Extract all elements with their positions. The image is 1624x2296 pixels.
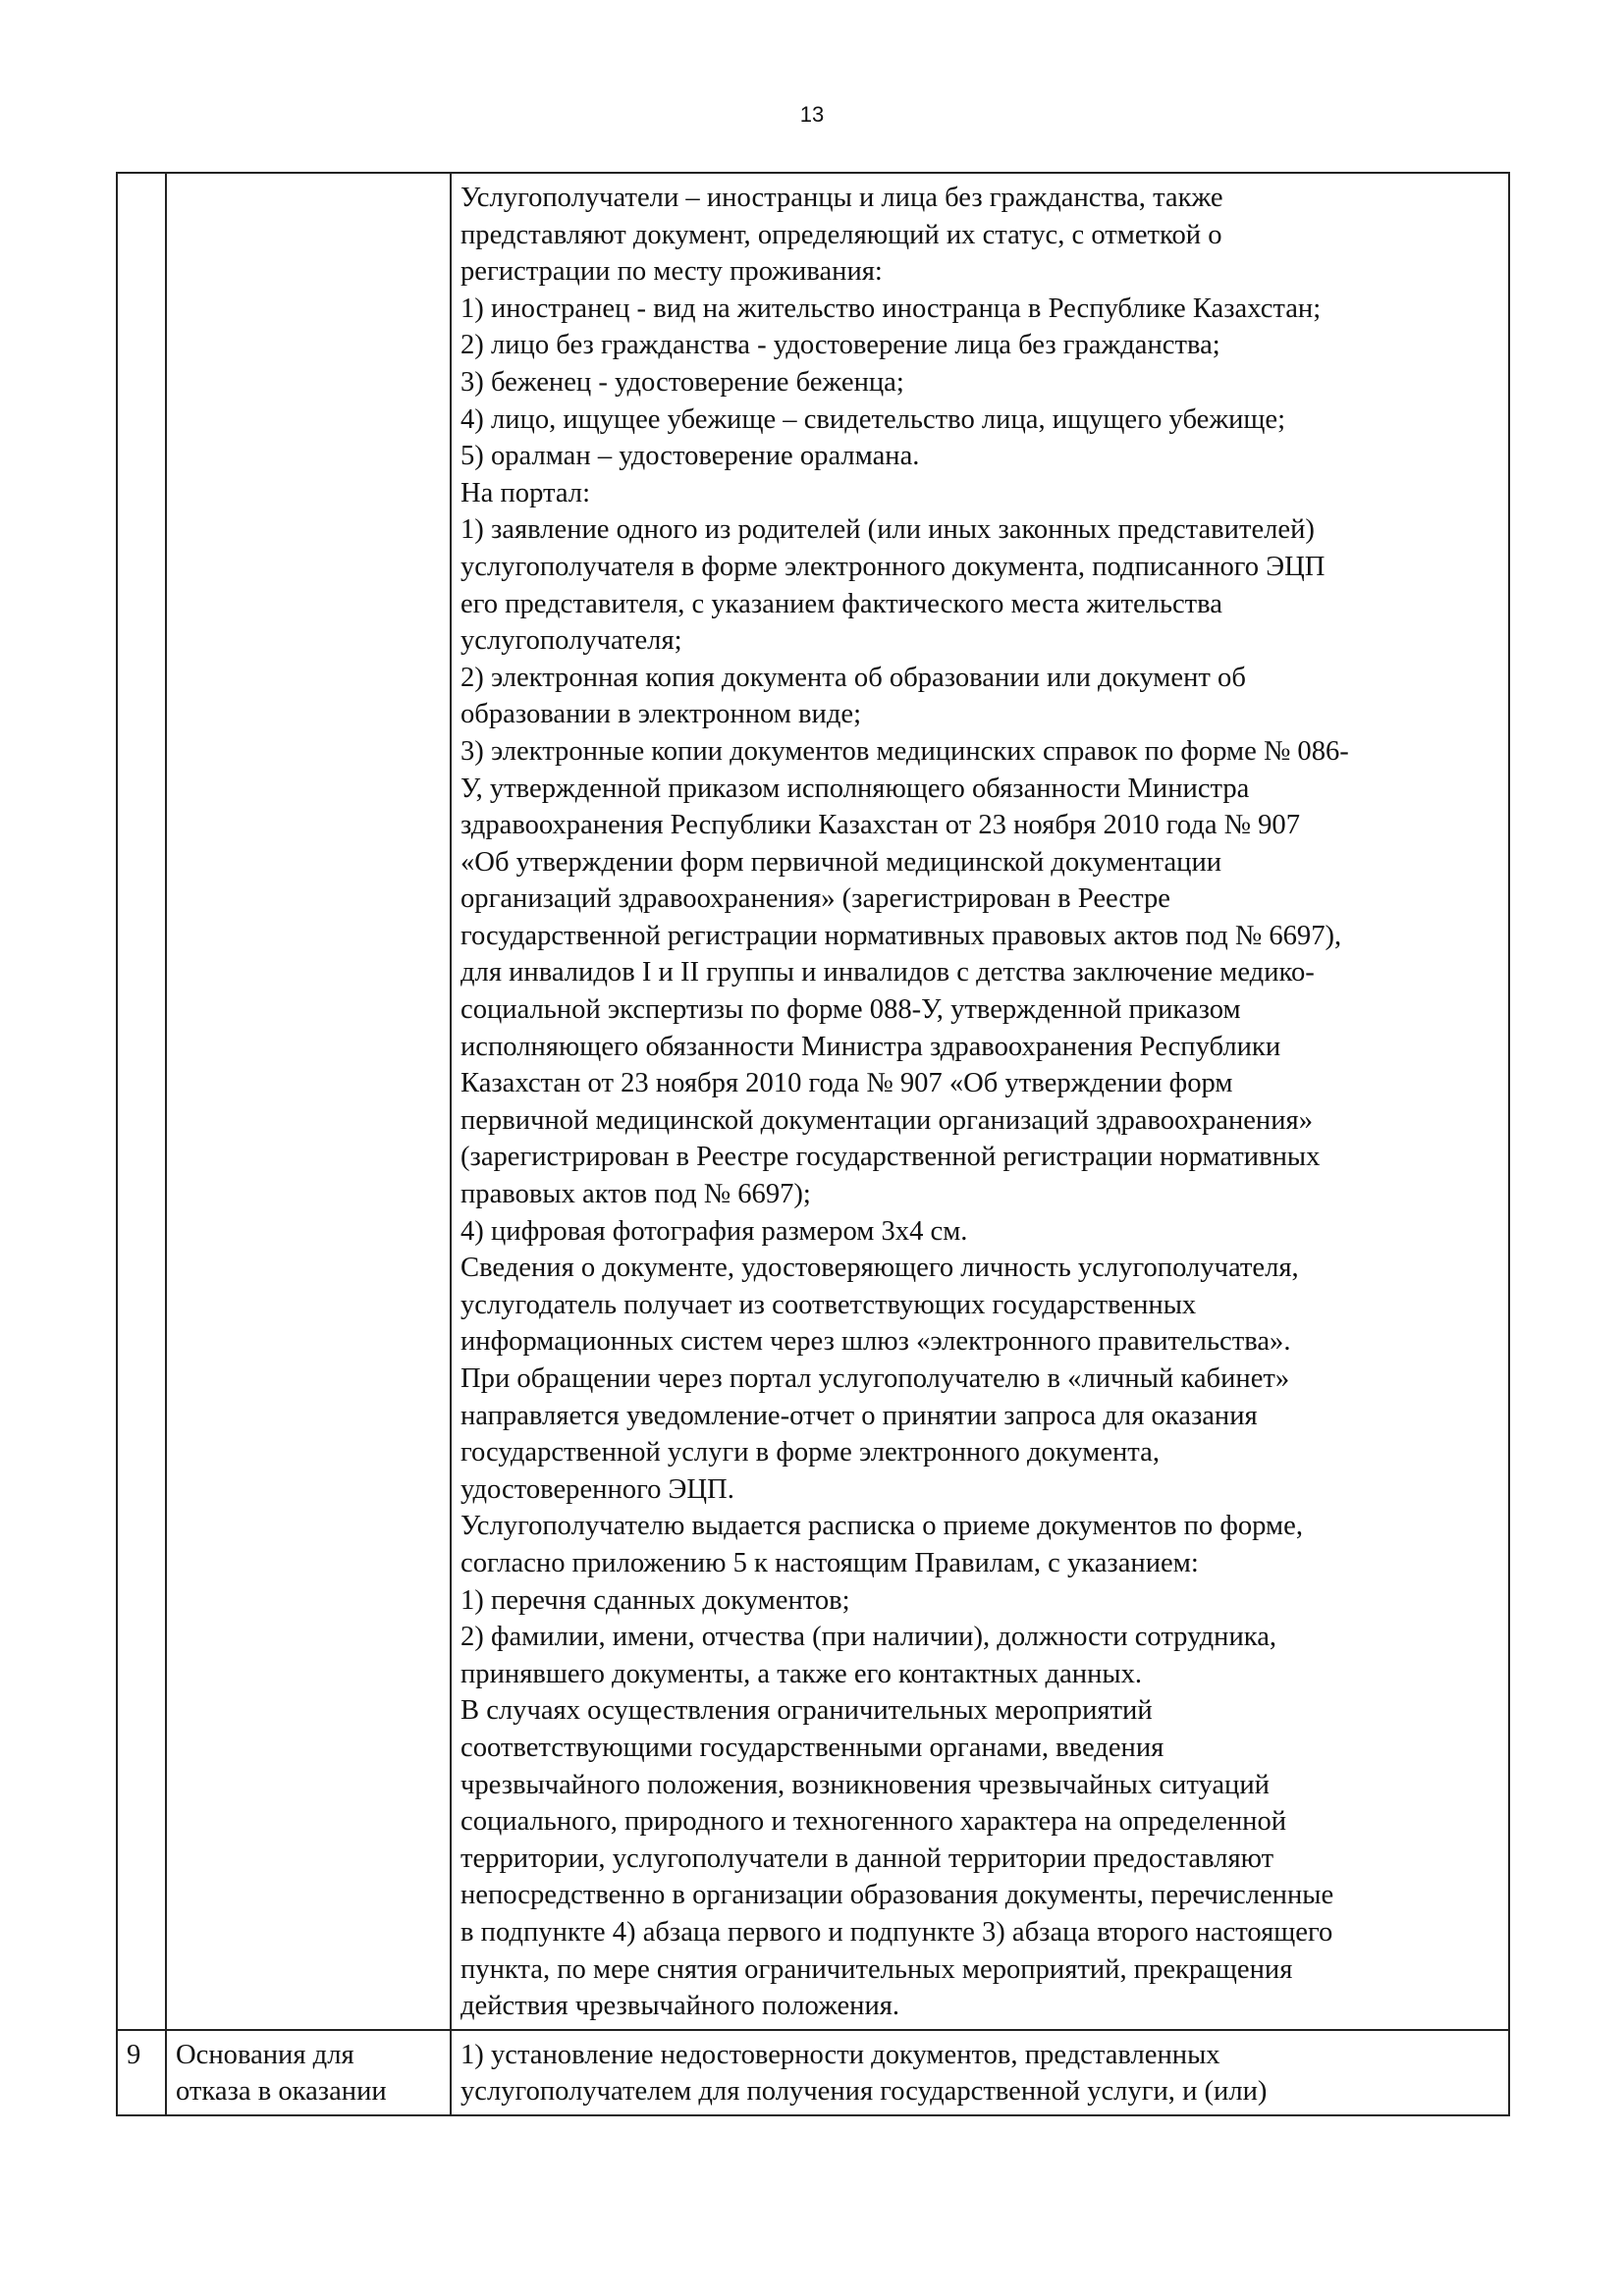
- row-content-line: Услугополучатели – иностранцы и лица без гражданства, также: [460, 183, 1223, 213]
- row-content-line: При обращении через портал услугополучателю в «личный кабинет»: [460, 1363, 1290, 1394]
- row-content-line: 1) установление недостоверности документов, представленных: [460, 2039, 1220, 2070]
- row-content-line: регистрации по месту проживания:: [460, 256, 883, 288]
- row-content-line: На портал:: [460, 477, 591, 508]
- row-content-line: действия чрезвычайного положения.: [460, 1991, 900, 2022]
- row-content-line: здравоохранения Республики Казахстан от 23 ноября 2010 года № 907: [460, 810, 1300, 841]
- row-content-line: для инвалидов I и II группы и инвалидов с детства заключение медико-: [460, 957, 1315, 988]
- row-content-line: его представителя, с указанием фактического места жительства: [460, 588, 1222, 619]
- row-content-line: услугополучателем для получения государственной услуги, и (или): [460, 2076, 1268, 2108]
- row-number-cell: [117, 173, 166, 2030]
- row-content-cell: [451, 2030, 1509, 2115]
- row-content-line: 1) перечня сданных документов;: [460, 1584, 850, 1616]
- table-row: [117, 2030, 1509, 2115]
- row-title-line: Основания для: [176, 2039, 354, 2070]
- row-content-line: Сведения о документе, удостоверяющего личность услугополучателя,: [460, 1253, 1299, 1284]
- page-number: 13: [799, 102, 825, 127]
- row-content-line: пункта, по мере снятия ограничительных мероприятий, прекращения: [460, 1953, 1293, 1985]
- row-content-line: социальной экспертизы по форме 088-У, утвержденной приказом: [460, 994, 1241, 1026]
- row-content-line: государственной регистрации нормативных правовых актов под № 6697),: [460, 920, 1342, 951]
- row-content-line: 4) цифровая фотография размером 3х4 см.: [460, 1215, 968, 1247]
- row-content-line: непосредственно в организации образования документы, перечисленные: [460, 1880, 1334, 1911]
- row-content-line: 2) фамилии, имени, отчества (при наличии), должности сотрудника,: [460, 1622, 1277, 1653]
- row-content-line: «Об утверждении форм первичной медицинской документации: [460, 846, 1222, 878]
- row-content-line: принявшего документы, а также его контактных данных.: [460, 1658, 1143, 1689]
- row-content-line: 2) лицо без гражданства - удостоверение лица без гражданства;: [460, 330, 1220, 361]
- row-content-line: образовании в электронном виде;: [460, 699, 862, 730]
- row-content-line: услугодатель получает из соответствующих государственных: [460, 1289, 1197, 1320]
- row-number-cell: 9: [117, 2030, 166, 2115]
- row-content-line: территории, услугополучатели в данной территории предоставляют: [460, 1842, 1274, 1874]
- row-title-line: отказа в оказании: [176, 2076, 387, 2108]
- row-content-line: первичной медицинской документации организаций здравоохранения»: [460, 1104, 1313, 1136]
- row-content-line: государственной услуги в форме электронного документа,: [460, 1437, 1160, 1468]
- row-content-line: 4) лицо, ищущее убежище – свидетельство лица, ищущего убежище;: [460, 403, 1286, 435]
- row-content-line: правовых актов под № 6697);: [460, 1179, 811, 1210]
- document-table: [116, 172, 1510, 2116]
- table-row: [117, 173, 1509, 2030]
- row-content-line: представляют документ, определяющий их статус, с отметкой о: [460, 219, 1222, 250]
- row-content-line: Услугополучателю выдается расписка о приеме документов по форме,: [460, 1511, 1303, 1542]
- row-content-line: 1) заявление одного из родителей (или иных законных представителей): [460, 514, 1315, 546]
- row-content-line: согласно приложению 5 к настоящим Правилам, с указанием:: [460, 1547, 1199, 1578]
- row-content-line: удостоверенного ЭЦП.: [460, 1473, 734, 1505]
- row-content-line: чрезвычайного положения, возникновения чрезвычайных ситуаций: [460, 1769, 1270, 1800]
- row-content-cell: [451, 173, 1509, 2030]
- row-title-cell: [166, 173, 451, 2030]
- row-content-line: У, утвержденной приказом исполняющего обязанности Министра: [460, 773, 1250, 804]
- row-content-line: 3) электронные копии документов медицинских справок по форме № 086-: [460, 735, 1349, 767]
- row-content-line: 3) беженец - удостоверение беженца;: [460, 366, 904, 398]
- row-content-line: социального, природного и техногенного характера на определенной: [460, 1806, 1287, 1838]
- row-content-line: 5) оралман – удостоверение оралмана.: [460, 441, 920, 472]
- row-content-line: 2) электронная копия документа об образовании или документ об: [460, 662, 1246, 693]
- row-content-line: исполняющего обязанности Министра здравоохранения Республики: [460, 1031, 1281, 1062]
- row-content-line: 1) иностранец - вид на жительство иностранца в Республике Казахстан;: [460, 293, 1322, 324]
- row-content-line: соответствующими государственными органами, введения: [460, 1732, 1164, 1763]
- row-content-line: услугополучателя;: [460, 625, 682, 657]
- row-content-line: направляется уведомление-отчет о принятии запроса для оказания: [460, 1400, 1258, 1431]
- row-content-line: В случаях осуществления ограничительных мероприятий: [460, 1695, 1153, 1727]
- row-content-line: (зарегистрирован в Реестре государственной регистрации нормативных: [460, 1142, 1321, 1173]
- row-content-line: информационных систем через шлюз «электронного правительства».: [460, 1326, 1291, 1358]
- row-content-line: Казахстан от 23 ноября 2010 года № 907 «Об утверждении форм: [460, 1068, 1233, 1099]
- row-content-line: в подпункте 4) абзаца первого и подпункте 3) абзаца второго настоящего: [460, 1916, 1333, 1948]
- row-title-cell: [166, 2030, 451, 2115]
- row-content-line: организаций здравоохранения» (зарегистрирован в Реестре: [460, 883, 1170, 915]
- row-content-line: услугополучателя в форме электронного документа, подписанного ЭЦП: [460, 551, 1326, 582]
